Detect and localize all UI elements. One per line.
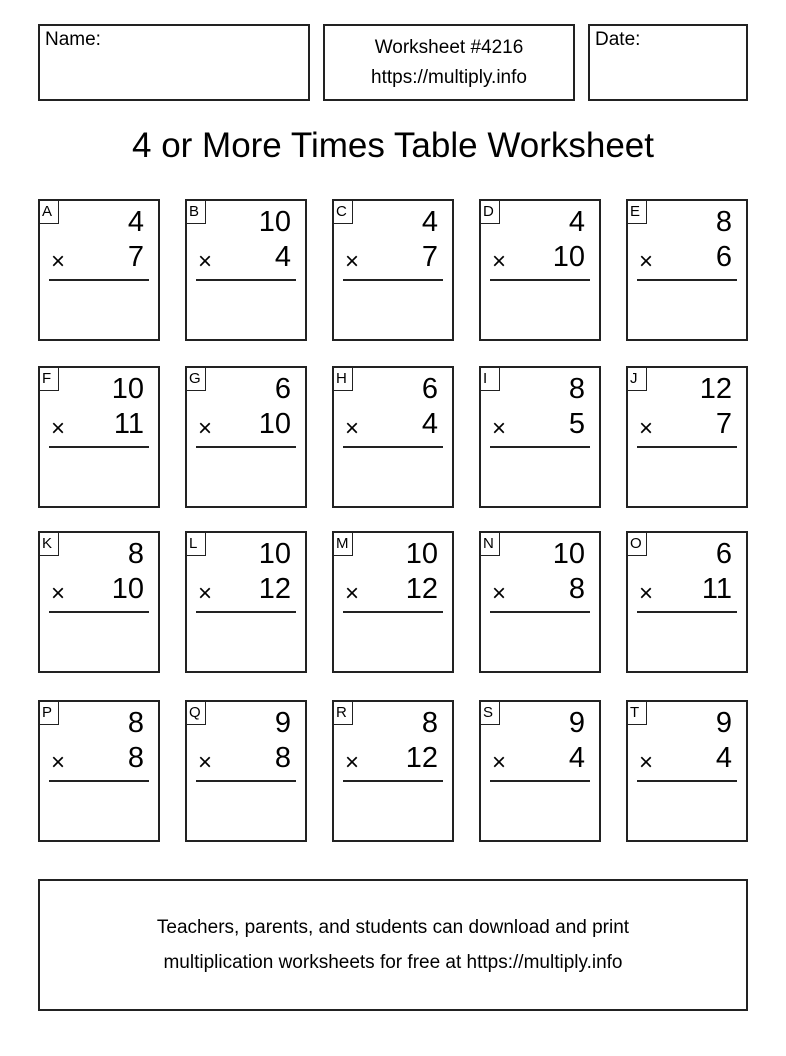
multiplier: 4 [421,408,438,440]
answer-line [196,611,296,613]
multiplier: 10 [111,573,144,605]
multiplicand: 8 [568,373,585,405]
problem-letter: T [627,701,647,725]
multiplier: 8 [127,742,144,774]
times-sign: × [198,415,213,442]
times-sign: × [51,749,66,776]
answer-line [196,279,296,281]
problem-letter: O [627,532,647,556]
problem-cell[interactable] [626,199,748,341]
multiplicand: 8 [715,206,732,238]
multiplier: 10 [258,408,291,440]
problem-cell[interactable] [185,366,307,508]
answer-line [49,279,149,281]
problem-cell[interactable] [332,531,454,673]
times-sign: × [51,415,66,442]
multiplier: 10 [552,241,585,273]
times-sign: × [639,749,654,776]
multiplicand: 9 [568,707,585,739]
answer-line [637,279,737,281]
multiplicand: 8 [127,707,144,739]
problem-cell[interactable] [626,700,748,842]
answer-line [49,780,149,782]
times-sign: × [492,415,507,442]
multiplier: 12 [405,573,438,605]
answer-line [490,780,590,782]
multiplier: 7 [715,408,732,440]
multiplier: 12 [258,573,291,605]
multiplicand: 9 [274,707,291,739]
times-sign: × [345,248,360,275]
problem-letter: C [333,200,353,224]
problem-cell[interactable] [185,700,307,842]
problem-cell[interactable] [38,531,160,673]
worksheet-info-box [323,24,575,101]
problem-letter: R [333,701,353,725]
problem-cell[interactable] [38,199,160,341]
answer-line [343,611,443,613]
answer-line [490,446,590,448]
problem-letter: Q [186,701,206,725]
answer-line [343,780,443,782]
times-sign: × [639,580,654,607]
multiplier: 12 [405,742,438,774]
problem-cell[interactable] [332,199,454,341]
problem-cell[interactable] [626,531,748,673]
multiplicand: 12 [699,373,732,405]
problem-letter: A [39,200,59,224]
times-sign: × [492,248,507,275]
date-label: Date: [595,29,641,50]
problem-cell[interactable] [185,199,307,341]
name-field[interactable] [38,24,310,101]
problem-cell[interactable] [626,366,748,508]
multiplicand: 6 [274,373,291,405]
times-sign: × [345,749,360,776]
problem-cell[interactable] [38,700,160,842]
name-label: Name: [45,29,101,50]
multiplicand: 8 [127,538,144,570]
answer-line [637,611,737,613]
problem-letter: F [39,367,59,391]
problem-letter: M [333,532,353,556]
times-sign: × [345,580,360,607]
footer-box [38,879,748,1011]
answer-line [49,611,149,613]
times-sign: × [198,248,213,275]
problem-letter: H [333,367,353,391]
times-sign: × [492,580,507,607]
multiplicand: 10 [258,206,291,238]
multiplicand: 4 [127,206,144,238]
problem-letter: J [627,367,647,391]
problem-cell[interactable] [332,700,454,842]
problem-letter: P [39,701,59,725]
multiplicand: 4 [568,206,585,238]
times-sign: × [492,749,507,776]
problem-letter: L [186,532,206,556]
multiplicand: 9 [715,707,732,739]
worksheet-url: https://multiply.info [371,67,527,88]
multiplicand: 6 [715,538,732,570]
problem-letter: B [186,200,206,224]
multiplicand: 10 [258,538,291,570]
problem-cell[interactable] [185,531,307,673]
footer-line-2: multiplication worksheets for free at https://multiply.info [163,952,623,973]
times-sign: × [345,415,360,442]
answer-line [196,780,296,782]
problem-letter: D [480,200,500,224]
worksheet-number: Worksheet #4216 [374,37,524,58]
problem-cell[interactable] [479,531,601,673]
date-field[interactable] [588,24,748,101]
problem-letter: S [480,701,500,725]
multiplier: 11 [701,573,732,605]
answer-line [49,446,149,448]
problem-cell[interactable] [332,366,454,508]
multiplier: 7 [127,241,144,273]
problem-letter: K [39,532,59,556]
times-sign: × [198,749,213,776]
multiplicand: 8 [421,707,438,739]
multiplier: 5 [568,408,585,440]
multiplier: 6 [715,241,732,273]
answer-line [196,446,296,448]
multiplier: 11 [113,408,144,440]
multiplier: 4 [568,742,585,774]
times-sign: × [198,580,213,607]
answer-line [490,611,590,613]
problem-letter: N [480,532,500,556]
answer-line [637,446,737,448]
times-sign: × [51,580,66,607]
multiplicand: 10 [405,538,438,570]
answer-line [343,446,443,448]
multiplicand: 10 [552,538,585,570]
problem-cell[interactable] [479,366,601,508]
problem-cell[interactable] [479,199,601,341]
worksheet-title: 4 or More Times Table Worksheet [132,126,654,165]
times-sign: × [639,248,654,275]
times-sign: × [639,415,654,442]
multiplier: 4 [715,742,732,774]
answer-line [343,279,443,281]
problem-cell[interactable] [479,700,601,842]
multiplier: 8 [568,573,585,605]
problem-letter: G [186,367,206,391]
multiplicand: 10 [111,373,144,405]
multiplier: 4 [274,241,291,273]
answer-line [637,780,737,782]
footer-line-1: Teachers, parents, and students can download and print [156,917,630,938]
problem-cell[interactable] [38,366,160,508]
multiplier: 7 [421,241,438,273]
problem-letter: E [627,200,647,224]
multiplicand: 4 [421,206,438,238]
problem-letter: I [480,367,500,391]
multiplicand: 6 [421,373,438,405]
multiplier: 8 [274,742,291,774]
times-sign: × [51,248,66,275]
answer-line [490,279,590,281]
